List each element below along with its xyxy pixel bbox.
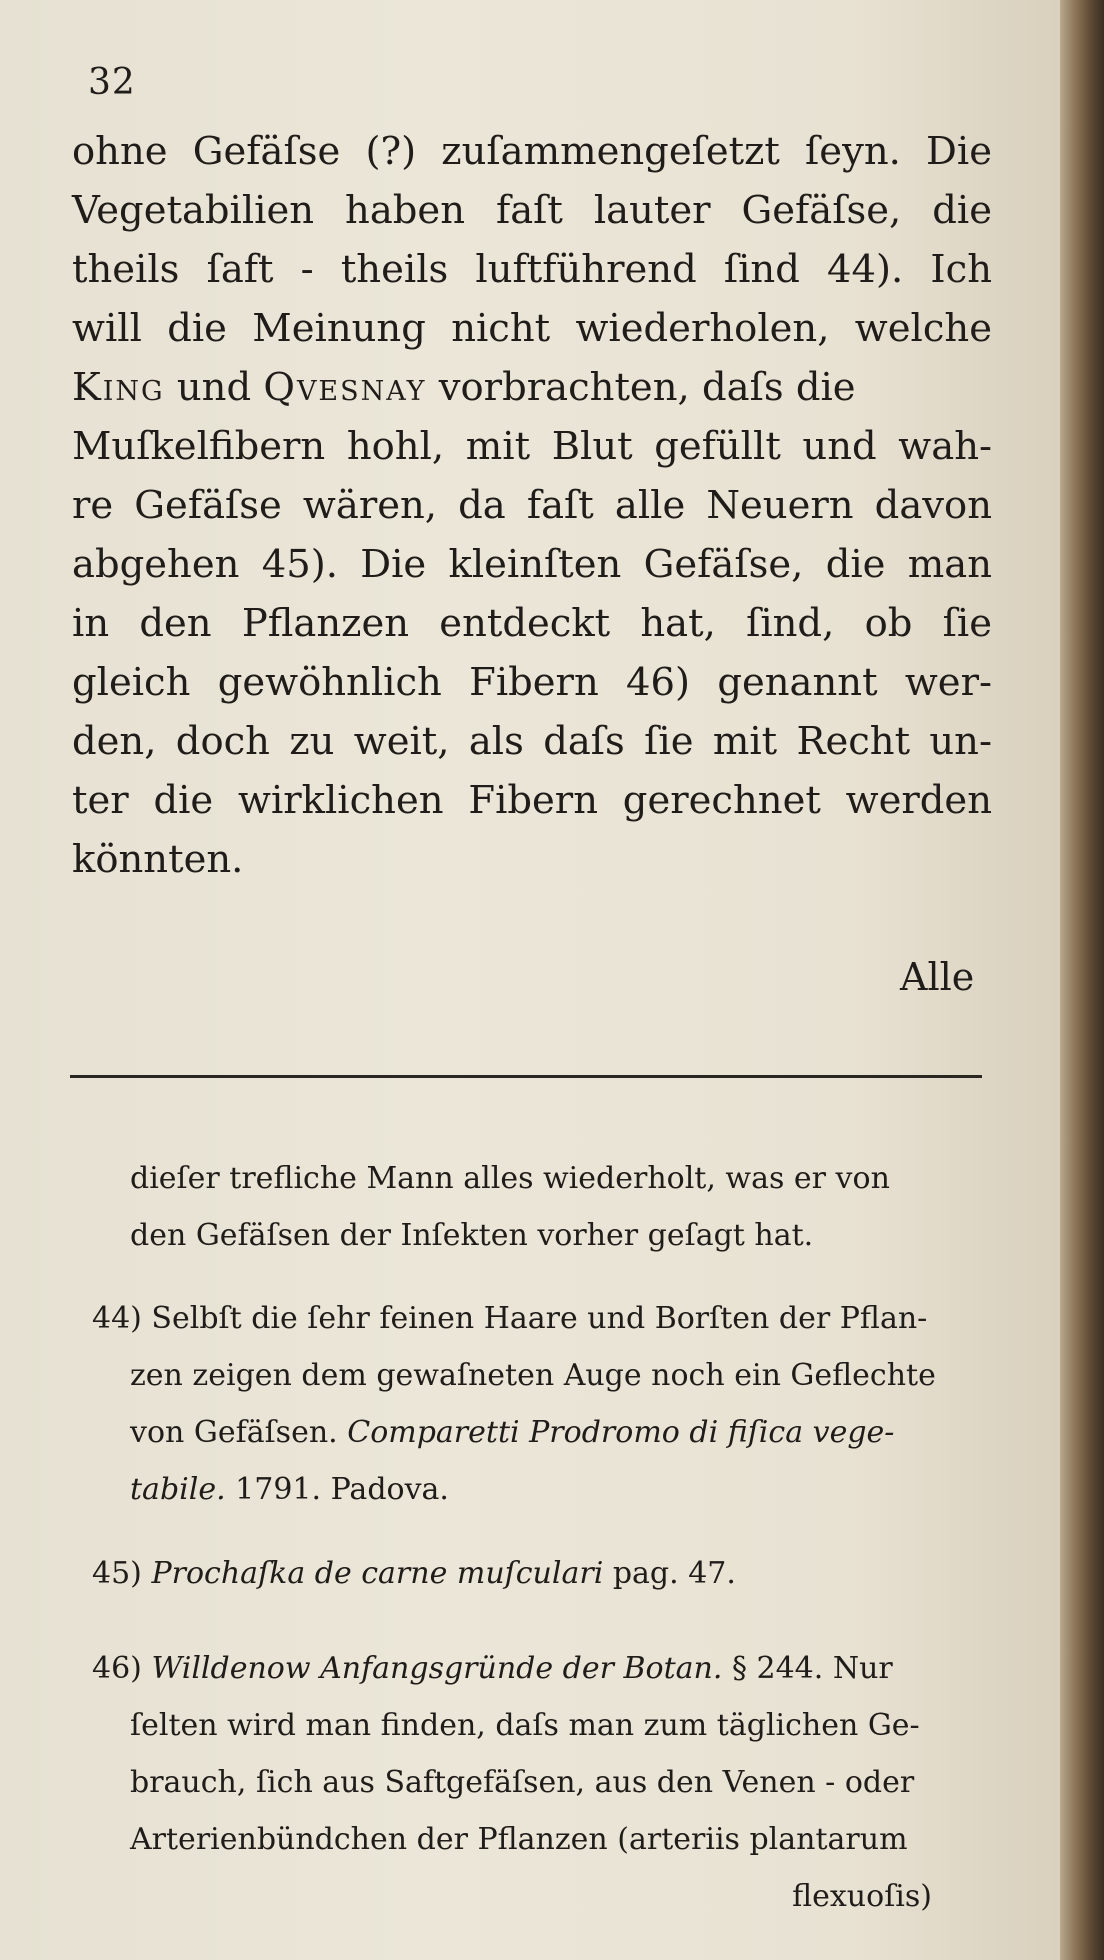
footnote-line: Arterienbündchen der Pflanzen (arteriis plantarum: [130, 1822, 908, 1857]
footnote-line: flexuoſis): [792, 1879, 932, 1914]
text-line: Muſkelfibern hohl, mit Blut gefüllt und wah-: [72, 424, 992, 469]
footnote-text: pag. 47.: [612, 1556, 736, 1591]
footnote-citation: Prochaſka de carne muſculari: [151, 1556, 604, 1591]
footnote-line: [92, 1545, 992, 1602]
footnote-citation: Comparetti Prodromo di fiſica vege-: [347, 1415, 895, 1450]
text-line: [72, 358, 992, 417]
text-line: könnten.: [72, 837, 244, 882]
footnote-line: [130, 1461, 992, 1518]
footnote-line: zen zeigen dem gewaſneten Auge noch ein Geflechte: [130, 1358, 936, 1393]
footnote-line: dieſer trefliche Mann alles wiederholt, was er von: [130, 1161, 890, 1196]
catchword: Alle: [900, 955, 975, 999]
footnote-text: § 244. Nur: [731, 1651, 893, 1686]
text-line: theils ſaft - theils luftführend ſind 44). Ich: [72, 247, 992, 292]
text-line: in den Pflanzen entdeckt hat, ſind, ob ſie: [72, 601, 992, 646]
footnote-divider: [70, 1075, 982, 1078]
page-number: 32: [88, 62, 136, 103]
footnote-number: 46): [92, 1651, 142, 1686]
footnote-44: [92, 1290, 992, 1518]
text-line: Vegetabilien haben faſt lauter Gefäſse, die: [72, 188, 992, 233]
name-quesnay: Qvesnay: [263, 365, 427, 410]
footnote-45: [92, 1545, 992, 1602]
footnote-line: [92, 1640, 992, 1697]
text-line: re Gefäſse wären, da faſt alle Neuern davon: [72, 483, 992, 528]
name-king: King: [72, 365, 165, 410]
text-line: den, doch zu weit, als daſs ſie mit Recht un-: [72, 719, 992, 764]
text-line-rest: vorbrachten, daſs die: [438, 365, 856, 410]
text-line: gleich gewöhnlich Fibern 46) genannt wer-: [72, 660, 992, 705]
footnote-continuation: [130, 1150, 985, 1264]
footnote-line: 44) Selbſt die ſehr feinen Haare und Borſten der Pflan-: [92, 1301, 928, 1336]
footnote-46: [92, 1640, 992, 1925]
footnote-text: von Gefäſsen.: [130, 1415, 338, 1450]
footnote-citation: Willdenow Anfangsgründe der Botan.: [151, 1651, 723, 1686]
footnote-text: 1791. Padova.: [235, 1472, 449, 1507]
footnote-line: brauch, ſich aus Saftgefäſsen, aus den Venen - oder: [130, 1765, 915, 1800]
footnote-number: 45): [92, 1556, 142, 1591]
word-und: und: [176, 365, 252, 410]
text-line: will die Meinung nicht wiederholen, welche: [72, 306, 992, 351]
footnote-citation: tabile.: [130, 1472, 226, 1507]
footnote-line: den Gefäſsen der Inſekten vorher geſagt hat.: [130, 1218, 814, 1253]
footnote-line: ſelten wird man finden, daſs man zum täglichen Ge-: [130, 1708, 920, 1743]
text-line: ohne Gefäſse (?) zuſammengeſetzt ſeyn. Die: [72, 129, 992, 174]
page-edge-shadow: [1060, 0, 1104, 1960]
text-line: ter die wirklichen Fibern gerechnet werden: [72, 778, 992, 823]
text-line: abgehen 45). Die kleinſten Gefäſse, die man: [72, 542, 992, 587]
footnote-line: [130, 1404, 992, 1461]
main-text: [72, 122, 992, 889]
